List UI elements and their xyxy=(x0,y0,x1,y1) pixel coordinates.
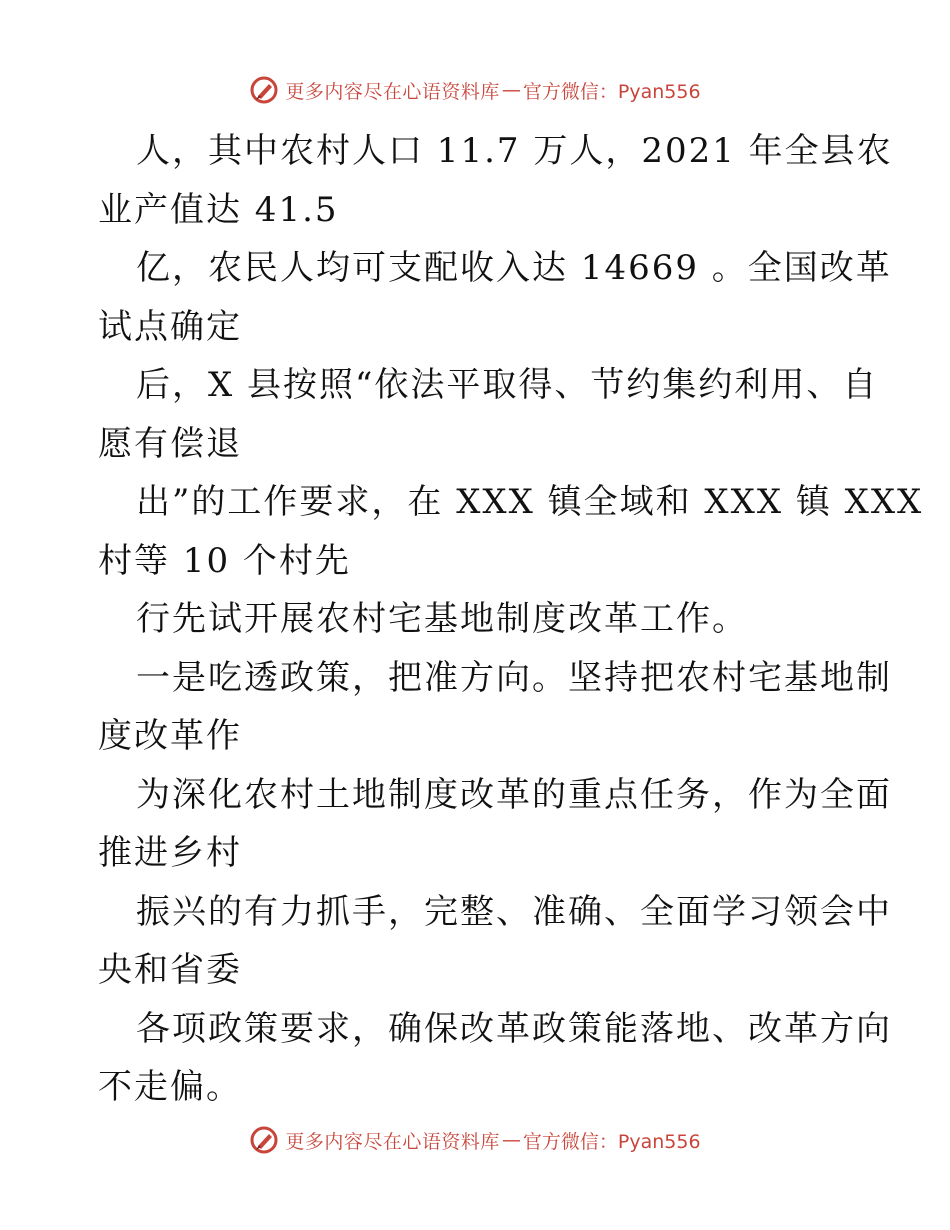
watermark-text: 更多内容尽在心语资料库 xyxy=(285,80,500,103)
text-line: 不走偏。 xyxy=(98,1067,242,1107)
document-body xyxy=(98,122,924,1117)
text-line: 振兴的有力抓手，完整、准确、全面学习领会中 xyxy=(136,891,892,932)
text-line: 出”的工作要求，在 XXX 镇全域和 XXX 镇 XXX xyxy=(136,482,924,522)
text-line: 亿，农民人均可支配收入达 14669 。全国改革 xyxy=(136,248,892,288)
watermark-contact: 官方微信：Pyan556 xyxy=(522,80,701,103)
text-line: 央和省委 xyxy=(98,950,242,990)
text-line: 后，X 县按照“依法平取得、节约集约利用、自 xyxy=(136,365,879,405)
pen-in-circle-logo-icon xyxy=(249,1125,279,1155)
text-line: 一是吃透政策，把准方向。坚持把农村宅基地制 xyxy=(136,657,892,698)
header-watermark xyxy=(0,72,950,108)
watermark-contact: 官方微信：Pyan556 xyxy=(522,1130,701,1153)
watermark-text: 更多内容尽在心语资料库 xyxy=(285,1130,500,1153)
text-line: 村等 10 个村先 xyxy=(98,540,351,581)
footer-watermark xyxy=(0,1122,950,1158)
text-line: 人，其中农村人口 11.7 万人，2021 年全县农 xyxy=(136,131,893,171)
text-line: 业产值达 41.5 xyxy=(98,189,339,230)
text-line: 为深化农村土地制度改革的重点任务，作为全面 xyxy=(136,774,892,815)
watermark-separator: — xyxy=(501,79,521,101)
text-line: 度改革作 xyxy=(98,716,242,756)
text-line: 愿有偿退 xyxy=(98,423,242,464)
watermark-separator: — xyxy=(501,1129,521,1151)
text-line: 试点确定 xyxy=(98,306,242,347)
text-line: 行先试开展农村宅基地制度改革工作。 xyxy=(136,599,748,639)
text-line: 推进乡村 xyxy=(98,833,242,873)
pen-in-circle-logo-icon xyxy=(249,75,279,105)
text-line: 各项政策要求，确保改革政策能落地、改革方向 xyxy=(136,1008,892,1049)
